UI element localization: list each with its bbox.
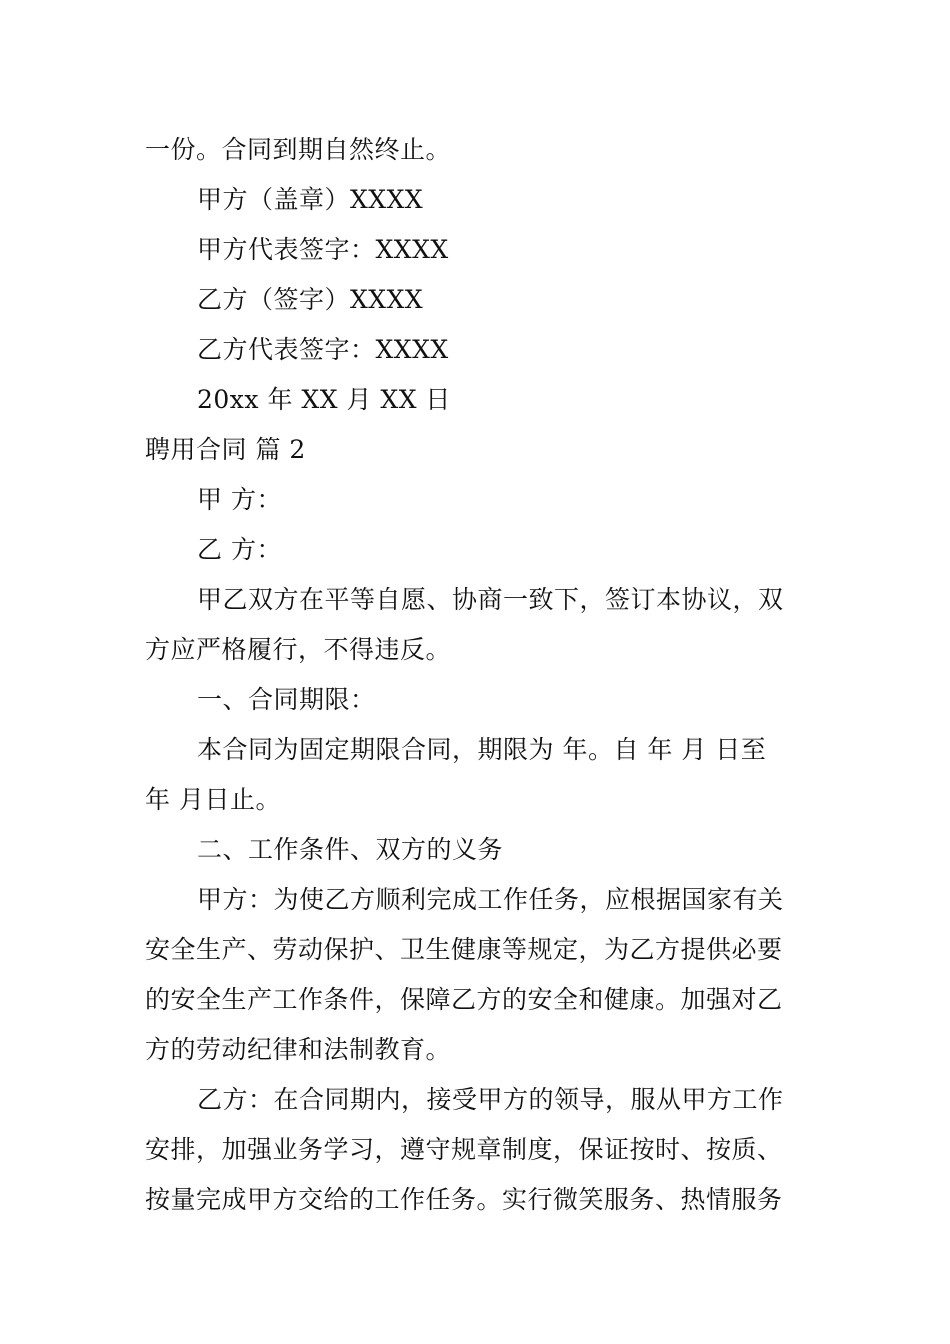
- paragraph-line: 安排，加强业务学习，遵守规章制度，保证按时、按质、: [145, 1135, 783, 1164]
- paragraph-line: 方的劳动纪律和法制教育。: [145, 1035, 452, 1064]
- party-a-rep-signature-line: 甲方代表签字：XXXX: [197, 235, 449, 264]
- paragraph-line: 乙方：在合同期内，接受甲方的领导，服从甲方工作: [197, 1085, 784, 1114]
- party-b-rep-signature-line: 乙方代表签字：XXXX: [197, 335, 449, 364]
- paragraph-line: 安全生产、劳动保护、卫生健康等规定，为乙方提供必要: [145, 935, 783, 964]
- party-a-seal-line: 甲方（盖章）XXXX: [197, 185, 424, 214]
- party-b-label: 乙 方：: [197, 535, 282, 564]
- paragraph-line: 按量完成甲方交给的工作任务。实行微笑服务、热情服务: [145, 1185, 783, 1214]
- paragraph-line: 甲方：为使乙方顺利完成工作任务，应根据国家有关: [197, 885, 784, 914]
- party-a-label: 甲 方：: [197, 485, 282, 514]
- clause-heading-term: 一、合同期限：: [197, 685, 376, 714]
- paragraph-line: 甲乙双方在平等自愿、协商一致下，签订本协议，双: [197, 585, 784, 614]
- paragraph-line: 的安全生产工作条件，保障乙方的安全和健康。加强对乙: [145, 985, 783, 1014]
- date-line: 20xx 年 XX 月 XX 日: [197, 385, 451, 414]
- clause-heading-obligations: 二、工作条件、双方的义务: [197, 835, 504, 864]
- paragraph-line: 年 月日止。: [145, 785, 281, 814]
- party-b-signature-line: 乙方（签字）XXXX: [197, 285, 424, 314]
- paragraph-line: 本合同为固定期限合同，期限为 年。自 年 月 日至: [197, 735, 767, 764]
- paragraph-line: 一份。合同到期自然终止。: [145, 135, 452, 164]
- paragraph-line: 方应严格履行，不得违反。: [145, 635, 452, 664]
- section-heading: 聘用合同 篇 2: [145, 435, 306, 464]
